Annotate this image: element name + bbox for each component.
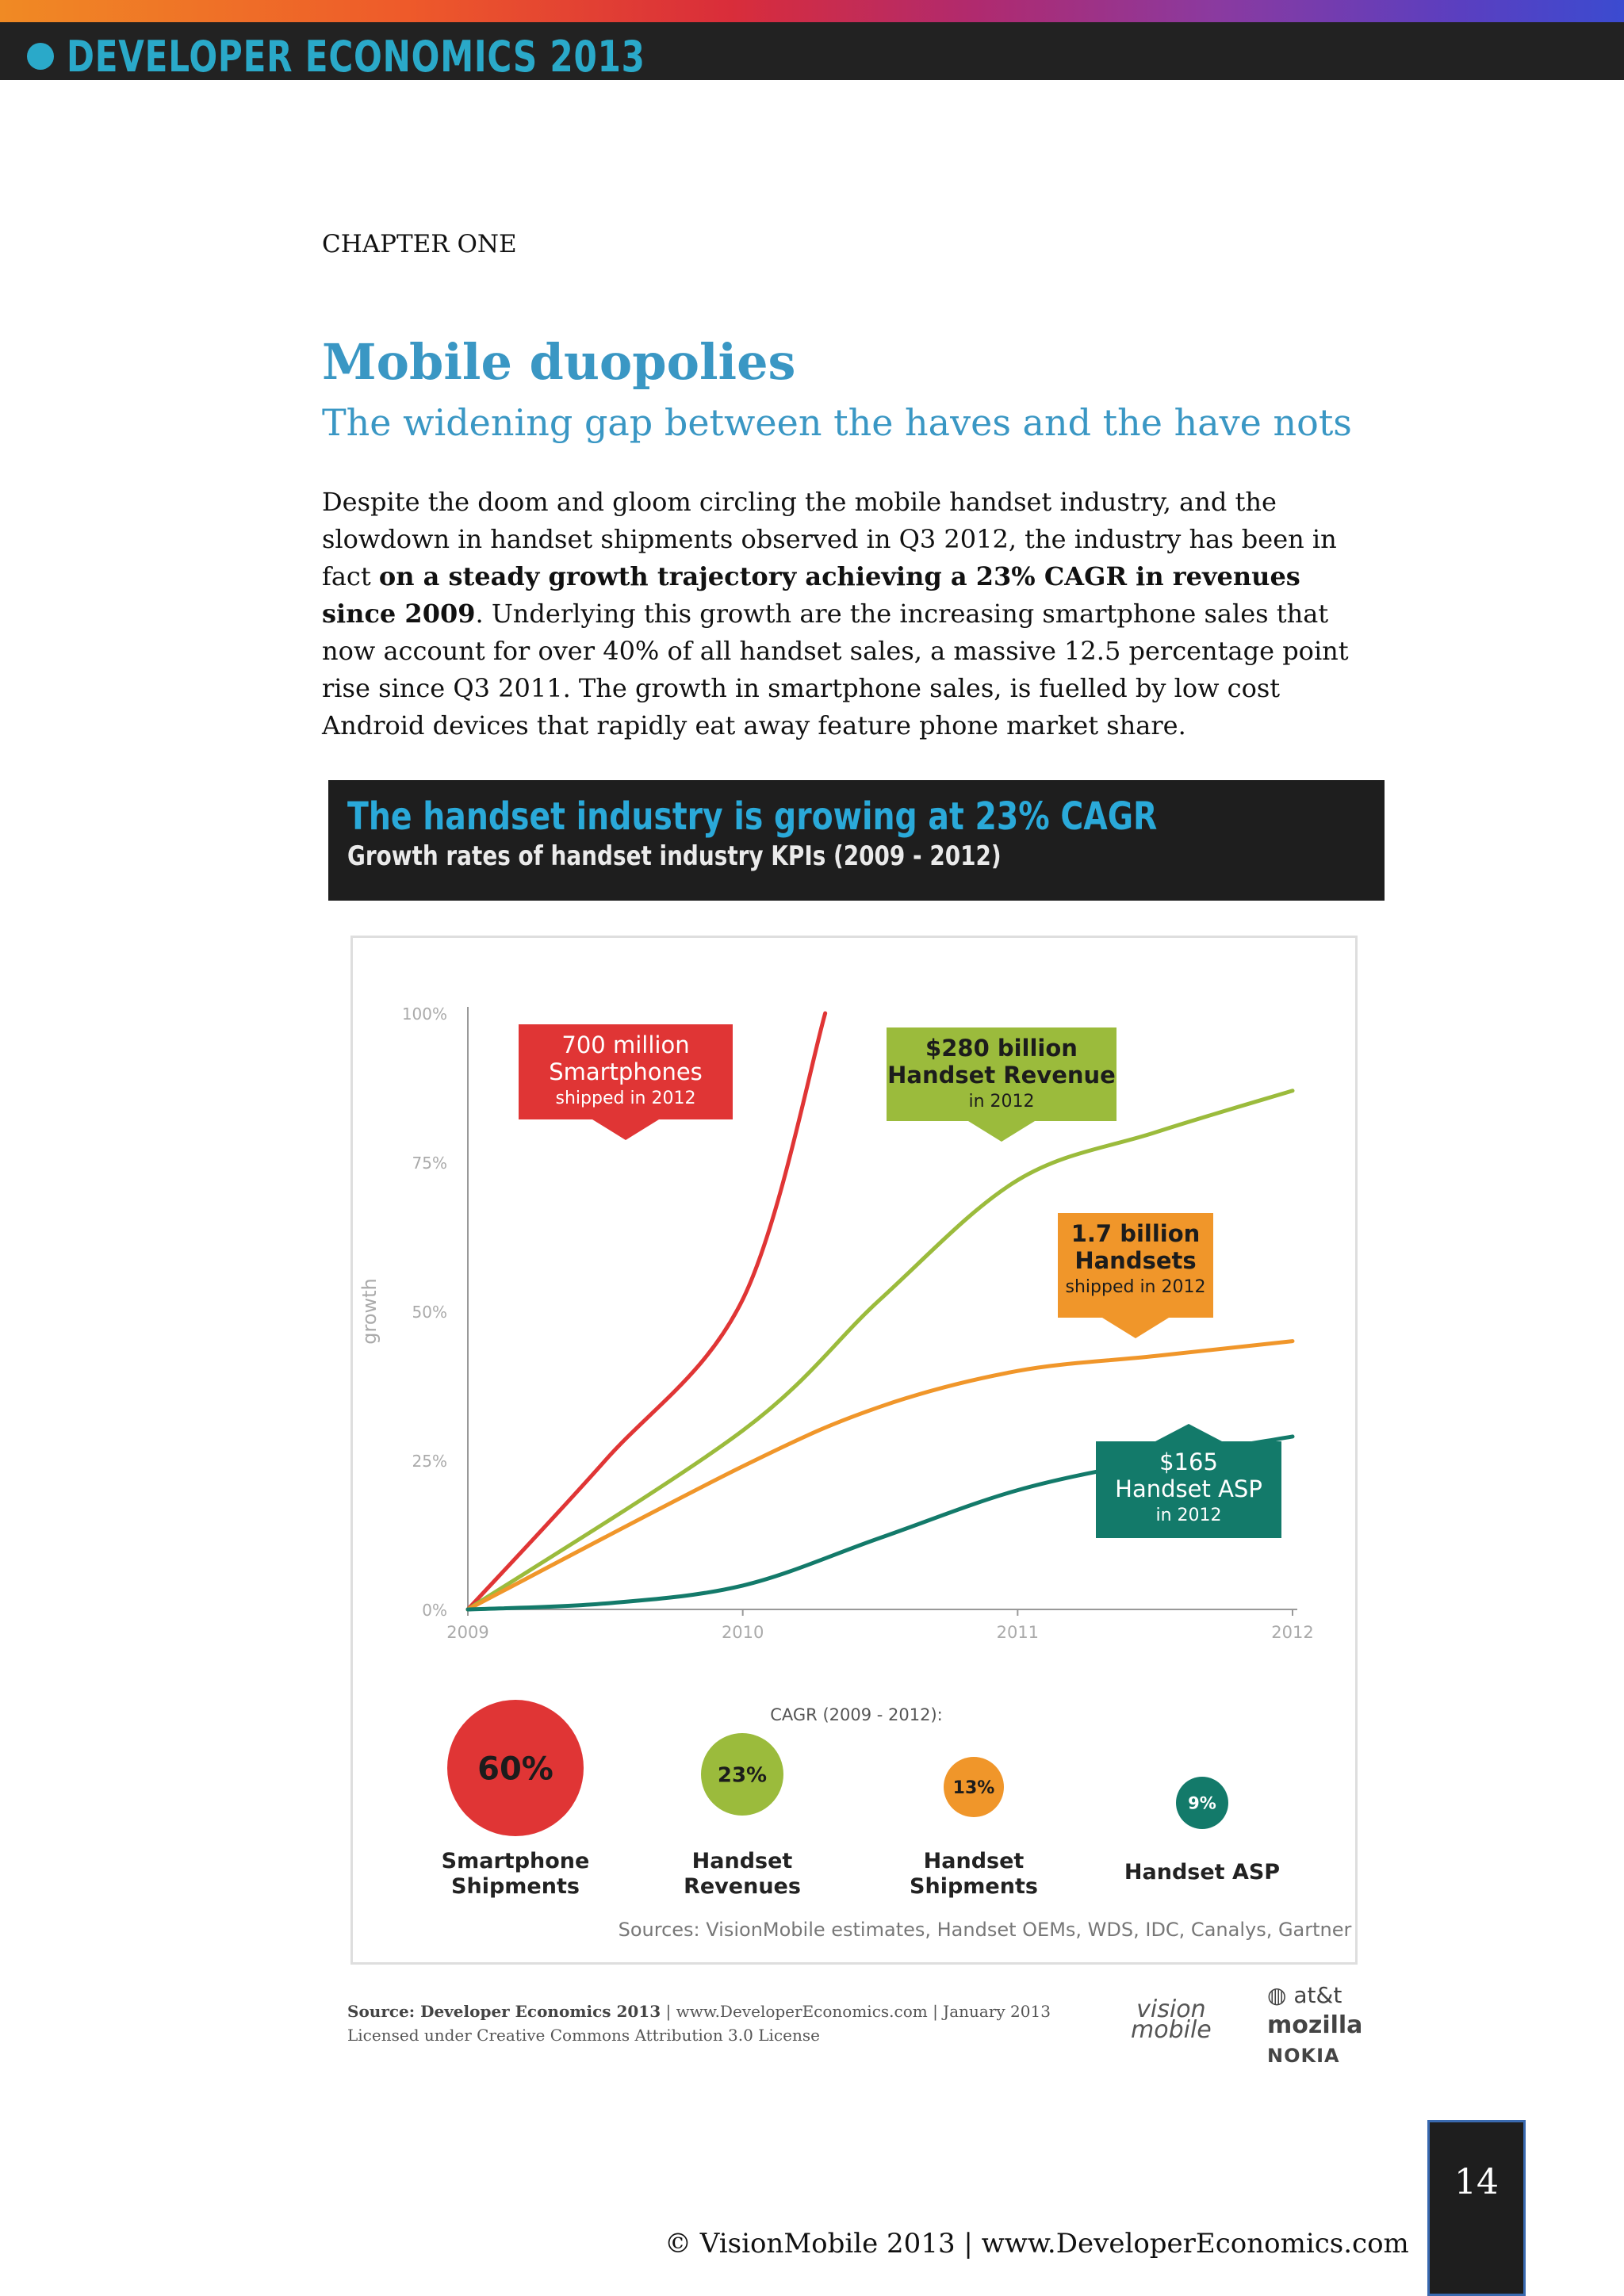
line-chart: [350, 936, 1358, 1965]
x-tick-label: 2012: [1271, 1623, 1314, 1642]
source-bold: Source: Developer Economics 2013: [347, 2002, 661, 2021]
body-paragraph: [322, 484, 1377, 744]
cagr-title: CAGR (2009 - 2012):: [770, 1705, 943, 1724]
cagr-label2-shipments: Shipments: [910, 1874, 1038, 1899]
callout-line1-revenue: $280 billion: [925, 1035, 1078, 1062]
cagr-label2-smartphone: Shipments: [451, 1874, 580, 1899]
body-text-1: Despite the doom and gloom circling the mobile handset industry, and the slowdown in handset shipments observed in Q3 2012, the industry has been in fact: [322, 487, 1337, 591]
y-tick-label: 100%: [401, 1004, 447, 1024]
body-text-2: . Underlying this growth are the increasing smartphone sales that now account for over 40% of all handset sales, a massive 12.5 percentage point rise since Q3 2011. The growth in smartphone sales, is fuelled by low cost Android devices that rapidly eat away feature phone market share.: [322, 599, 1349, 740]
brand-title: DEVELOPER ECONOMICS 2013: [67, 32, 645, 82]
source-line-1: [347, 1999, 1051, 2023]
callout-pointer-smartphone: [592, 1119, 659, 1140]
callout-pointer-asp: [1155, 1424, 1222, 1441]
page-number: 14: [1454, 2162, 1499, 2202]
logo-vision-text: vision: [1136, 1996, 1206, 2023]
callout-pointer-shipments: [1102, 1318, 1169, 1338]
globe-icon: ◍: [1267, 1982, 1294, 2008]
nokia-logo: NOKIA: [1267, 2045, 1340, 2067]
callout-line2-revenue: Handset Revenue: [887, 1062, 1116, 1089]
x-tick-label: 2009: [446, 1623, 489, 1642]
visionmobile-logo: [1131, 1996, 1212, 2044]
cagr-label2-revenue: Revenues: [684, 1874, 801, 1899]
y-tick-label: 25%: [412, 1452, 447, 1471]
cagr-value-asp: 9%: [1188, 1793, 1216, 1813]
cagr-value-smartphone: 60%: [477, 1751, 553, 1788]
callout-line1-smartphone: 700 million: [561, 1031, 690, 1058]
cagr-label1-revenue: Handset: [691, 1849, 793, 1873]
x-tick-label: 2011: [996, 1623, 1040, 1642]
callout-line3-smartphone: shipped in 2012: [555, 1089, 696, 1108]
callout-line3-asp: in 2012: [1155, 1506, 1222, 1525]
figure-heading: The handset industry is growing at 23% CAGR: [347, 794, 1158, 839]
cagr-label1-shipments: Handset: [923, 1849, 1025, 1873]
att-logo: [1267, 1980, 1362, 2011]
source-note: [347, 1999, 1051, 2047]
y-axis-label: growth: [358, 1278, 381, 1345]
y-tick-label: 75%: [412, 1154, 447, 1173]
callout-line1-shipments: 1.7 billion: [1071, 1220, 1201, 1247]
cagr-label1-smartphone: Smartphone: [441, 1849, 590, 1873]
brand-dot-icon: [27, 43, 54, 70]
y-tick-label: 0%: [422, 1601, 447, 1620]
source-line-2: Licensed under Creative Commons Attribution 3.0 License: [347, 2026, 820, 2045]
figure-subheading: Growth rates of handset industry KPIs (2009 - 2012): [347, 840, 1002, 872]
top-banner: [0, 0, 1624, 80]
callout-line2-smartphone: Smartphones: [549, 1058, 703, 1085]
mozilla-logo: mozilla: [1267, 2011, 1363, 2039]
footer-text: © VisionMobile 2013 | www.DeveloperEconomics.com: [665, 2228, 1409, 2260]
page-title: Mobile duopolies: [322, 333, 796, 391]
callout-pointer-revenue: [968, 1121, 1035, 1142]
callout-line2-asp: Handset ASP: [1115, 1475, 1262, 1502]
callout-line1-asp: $165: [1159, 1448, 1218, 1475]
page-subtitle: The widening gap between the haves and the have nots: [322, 401, 1352, 444]
cagr-label1-asp: Handset ASP: [1124, 1860, 1281, 1885]
source-rest: | www.DeveloperEconomics.com | January 2013: [661, 2002, 1051, 2021]
y-tick-label: 50%: [412, 1303, 447, 1322]
chart-sources: Sources: VisionMobile estimates, Handset OEMs, WDS, IDC, Canalys, Gartner: [618, 1919, 1352, 1941]
cagr-value-shipments: 13%: [952, 1777, 995, 1798]
sponsor-logos: [1267, 1980, 1362, 2071]
rainbow-stripe: [0, 0, 1624, 22]
callout-line3-shipments: shipped in 2012: [1065, 1277, 1206, 1297]
callout-line3-revenue: in 2012: [968, 1092, 1035, 1112]
figure-header: [328, 780, 1385, 901]
cagr-value-revenue: 23%: [717, 1763, 768, 1788]
callout-line2-shipments: Handsets: [1074, 1247, 1197, 1274]
page-number-box: [1427, 2120, 1526, 2296]
chapter-label: CHAPTER ONE: [322, 230, 517, 258]
logo-mobile-text: mobile: [1131, 2016, 1212, 2044]
body-text-bold: on a steady growth trajectory achieving a 23% CAGR in revenues since 2009: [322, 561, 1300, 629]
att-text: at&t: [1293, 1982, 1342, 2008]
x-tick-label: 2010: [721, 1623, 764, 1642]
